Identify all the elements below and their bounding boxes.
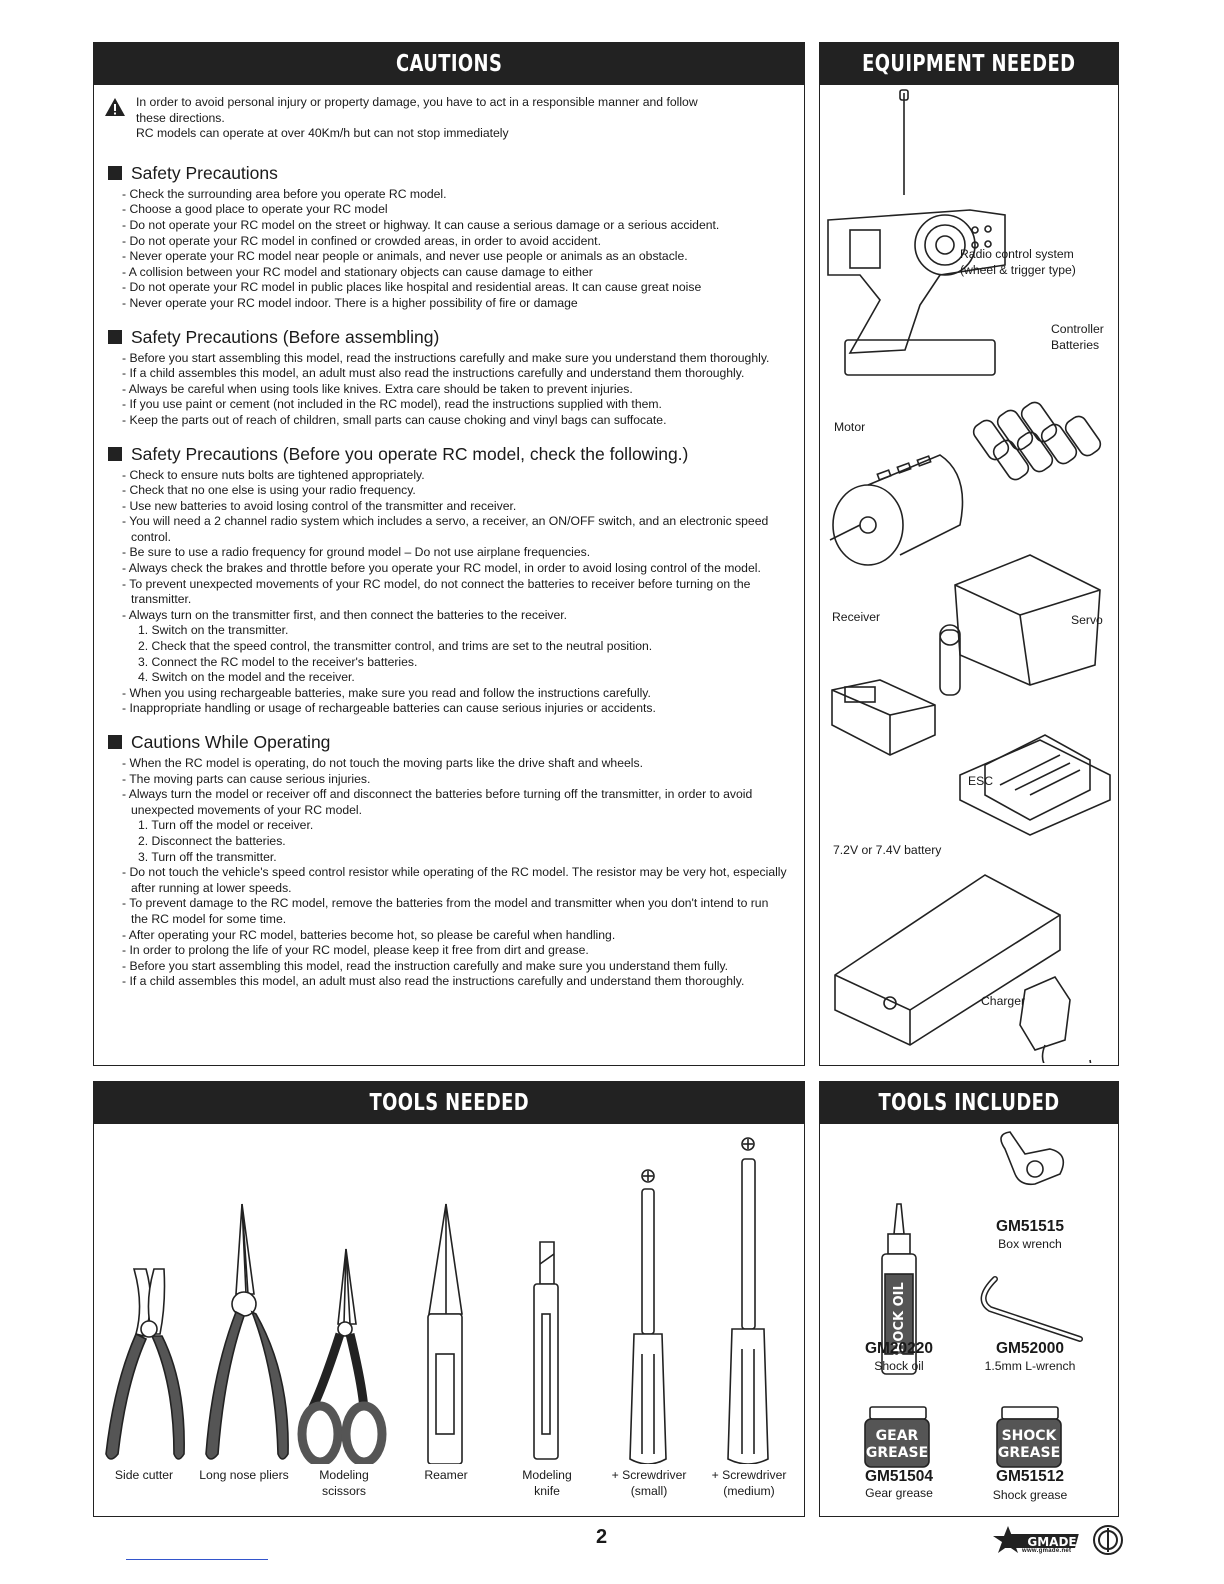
list-item: - Choose a good place to operate your RC model (122, 202, 388, 217)
list-item: - Inappropriate handling or usage of rechargeable batteries can cause serious injuries or accidents. (122, 701, 656, 716)
tools-illustrations (94, 1124, 803, 1464)
modeling-knife-icon (534, 1242, 558, 1459)
gear-grease-code: GM51504 (864, 1468, 934, 1485)
section-title: Safety Precautions (Before assembling) (131, 326, 440, 347)
list-item: - Always turn the model or receiver off and disconnect the batteries before turning off the transmitter, in order to avoid unexpected movements of your RC model. (122, 787, 753, 817)
list-item: - If you use paint or cement (not included in the RC model), read the instructions supplied with them. (122, 397, 662, 412)
list-item: - Do not operate your RC model on the street or highway. It can cause a serious damage or a serious accident. (122, 217, 720, 232)
gear-grease-jar-icon (865, 1407, 929, 1467)
brand-url: www.gmade.net (1022, 1548, 1072, 1554)
intro-line-2: these directions. (136, 110, 225, 125)
section-cautions-while-operating (104, 731, 788, 990)
list-item: - After operating your RC model, batteries become hot, so please be careful when handling. (122, 927, 616, 942)
motor-label: Motor (834, 420, 866, 434)
list-item: - To prevent unexpected movements of your RC model, do not connect the batteries to receiver before turning on the transmitter. (122, 576, 751, 607)
section-title: Safety Precautions (131, 162, 278, 183)
section-safety-precautions (104, 162, 788, 312)
motor-icon (830, 455, 963, 565)
section-title: Safety Precautions (Before you operate RC model, check the following.) (131, 443, 689, 464)
equipment-panel (819, 42, 1119, 1066)
step-item: 1. Switch on the transmitter. (138, 623, 289, 638)
tool-long-nose-pliers: Long nose pliers (199, 1468, 289, 1482)
svg-text:SHOCK: SHOCK (1001, 1428, 1057, 1444)
servo-label: Servo (1071, 613, 1103, 627)
list-item: - Before you start assembling this model, read the instructions carefully and make sure you understand them thoroughly. (122, 350, 770, 365)
step-item: 3. Connect the RC model to the receiver's batteries. (138, 654, 418, 669)
receiver-label: Receiver (832, 610, 881, 624)
list-item: - Never operate your RC model indoor. There is a higher possibility of fire or damage (122, 295, 578, 310)
shock-grease-code: GM51512 (995, 1468, 1065, 1485)
box-wrench-icon (1001, 1132, 1063, 1184)
list-item: - Do not operate your RC model in confined or crowded areas, in order to avoid accident. (122, 233, 601, 248)
equipment-illustrations (820, 85, 1117, 1063)
list-item: - When you using rechargeable batteries, make sure you read and follow the instructions carefully. (122, 685, 651, 700)
shock-grease-name: Shock grease (992, 1488, 1068, 1502)
cautions-panel (93, 42, 805, 1066)
screwdriver-small-icon (630, 1170, 666, 1464)
step-item: 3. Turn off the transmitter. (138, 849, 277, 864)
receiver-icon (832, 680, 935, 755)
list-item: - If a child assembles this model, an adult must also read the instructions carefully and understand them thoroughly. (122, 366, 745, 381)
intro-line-1: In order to avoid personal injury or property damage, you have to act in a responsible manner and follow (136, 95, 698, 109)
square-bullet-icon (108, 330, 122, 344)
esc-label: ESC (968, 774, 994, 788)
tools-included-header: TOOLS INCLUDED (820, 1082, 1118, 1124)
tools-needed-panel (93, 1081, 805, 1517)
box-wrench-code: GM51515 (995, 1218, 1065, 1235)
charger-icon (1020, 977, 1098, 1063)
tools-needed-header: TOOLS NEEDED (94, 1082, 804, 1124)
list-item: - Be sure to use a radio frequency for ground model – Do not use airplane frequencies. (122, 545, 591, 560)
tool-side-cutter: Side cutter (114, 1468, 174, 1482)
list-item: - You will need a 2 channel radio system which includes a servo, a receiver, an ON/OFF switch, and an electronic speed control. (122, 514, 769, 544)
tool-modeling-knife: Modeling knife (522, 1468, 572, 1498)
list-item: - Always check the brakes and throttle before you operate your RC model, in order to avoid losing control of the model. (122, 561, 761, 576)
list-item: - Keep the parts out of reach of children, small parts can cause choking and vinyl bags can suffocate. (122, 412, 667, 427)
square-bullet-icon (108, 735, 122, 749)
step-item: 2. Disconnect the batteries. (138, 833, 286, 848)
list-item: - Check the surrounding area before you operate RC model. (122, 186, 447, 201)
tool-screwdriver-small: + Screwdriver (small) (611, 1468, 687, 1498)
list-item: - Never operate your RC model near people or animals, and never use people or animals as an obstacle. (122, 249, 688, 264)
list-item: - Do not touch the vehicle's speed control resistor while operating of the RC model. The resistor may be very hot, especially after running at lower speeds. (122, 865, 787, 895)
page-number: 2 (596, 1526, 608, 1548)
step-item: 2. Check that the speed control, the transmitter control, and trims are set to the neutral position. (138, 639, 653, 654)
tools-included-panel (819, 1081, 1119, 1517)
list-item: - Before you start assembling this model, read the instruction carefully and make sure you understand them fully. (122, 958, 729, 973)
gear-grease-name: Gear grease (865, 1486, 933, 1500)
modeling-scissors-icon (302, 1249, 382, 1462)
list-item: - To prevent damage to the RC model, remove the batteries from the model and transmitter when you don't intend to run the RC model for some time. (122, 896, 769, 926)
step-item: 4. Switch on the model and the receiver. (138, 670, 355, 685)
batteries-label-line1: Controller (1051, 322, 1104, 336)
tool-modeling-scissors: Modeling scissors (319, 1468, 369, 1498)
svg-text:SHOCK OIL: SHOCK OIL (892, 1282, 907, 1362)
footer-divider (126, 1559, 268, 1560)
intro-line-3: RC models can operate at over 40Km/h but can not stop immediately (136, 126, 509, 141)
svg-text:GREASE: GREASE (865, 1445, 929, 1461)
warning-icon (104, 97, 126, 117)
list-item: - A collision between your RC model and stationary objects can cause damage to either (122, 264, 593, 279)
square-bullet-icon (108, 166, 122, 180)
list-item: - Always turn on the transmitter first, and then connect the batteries to the receiver. (122, 607, 568, 622)
square-bullet-icon (108, 447, 122, 461)
battery-label: 7.2V or 7.4V battery (833, 843, 942, 857)
list-item: - The moving parts can cause serious injuries. (122, 771, 371, 786)
batteries-icon (971, 399, 1104, 482)
side-cutter-icon (106, 1269, 184, 1459)
box-wrench-name: Box wrench (998, 1237, 1062, 1251)
shock-grease-jar-icon (997, 1407, 1061, 1467)
radio-transmitter-icon (828, 90, 1005, 375)
radio-label-line1: Radio control system (960, 247, 1074, 261)
list-item: - Check to ensure nuts bolts are tightened appropriately. (122, 467, 425, 482)
charger-label: Charger (981, 994, 1026, 1008)
radio-label-line2: (wheel & trigger type) (960, 263, 1076, 277)
intro-warning (104, 95, 788, 142)
section-title: Cautions While Operating (131, 732, 331, 752)
step-item: 1. Turn off the model or receiver. (138, 818, 314, 833)
list-item: - When the RC model is operating, do not touch the moving parts like the drive shaft and wheels. (122, 756, 643, 770)
section-before-assembling (104, 326, 788, 429)
batteries-label-line2: Batteries (1051, 338, 1100, 352)
long-nose-pliers-icon (206, 1204, 288, 1459)
list-item: - Do not operate your RC model in public places like hospital and residential areas. It can cause great noise (122, 280, 702, 295)
svg-text:GREASE: GREASE (997, 1445, 1061, 1461)
shock-oil-code: GM20220 (864, 1340, 934, 1357)
reamer-icon (428, 1204, 462, 1464)
shock-oil-name: Shock oil (874, 1359, 924, 1373)
list-item: - If a child assembles this model, an adult must also read the instructions carefully and understand them thoroughly. (122, 974, 745, 989)
svg-text:GEAR: GEAR (875, 1428, 919, 1444)
l-wrench-icon (984, 1279, 1080, 1339)
list-item: - Use new batteries to avoid losing control of the transmitter and receiver. (122, 498, 517, 513)
l-wrench-name: 1.5mm L-wrench (984, 1359, 1076, 1373)
cautions-header: CAUTIONS (94, 43, 804, 85)
tool-reamer: Reamer (424, 1468, 468, 1482)
list-item: - Always be careful when using tools like knives. Extra care should be taken to prevent injuries. (122, 381, 633, 396)
equipment-header: EQUIPMENT NEEDED (820, 43, 1118, 85)
list-item: - Check that no one else is using your radio frequency. (122, 483, 416, 498)
list-item: - In order to prolong the life of your RC model, please keep it free from dirt and grease. (122, 943, 589, 958)
section-before-operate (104, 443, 788, 718)
tool-screwdriver-medium: + Screwdriver (medium) (711, 1468, 787, 1498)
battery-pack-icon (835, 875, 1060, 1045)
svg-text:GMADE: GMADE (1027, 1535, 1077, 1549)
screwdriver-medium-icon (728, 1138, 768, 1464)
l-wrench-code: GM52000 (995, 1340, 1065, 1357)
gmade-logo-icon (990, 1522, 1125, 1562)
included-tools-illustrations (820, 1124, 1117, 1514)
